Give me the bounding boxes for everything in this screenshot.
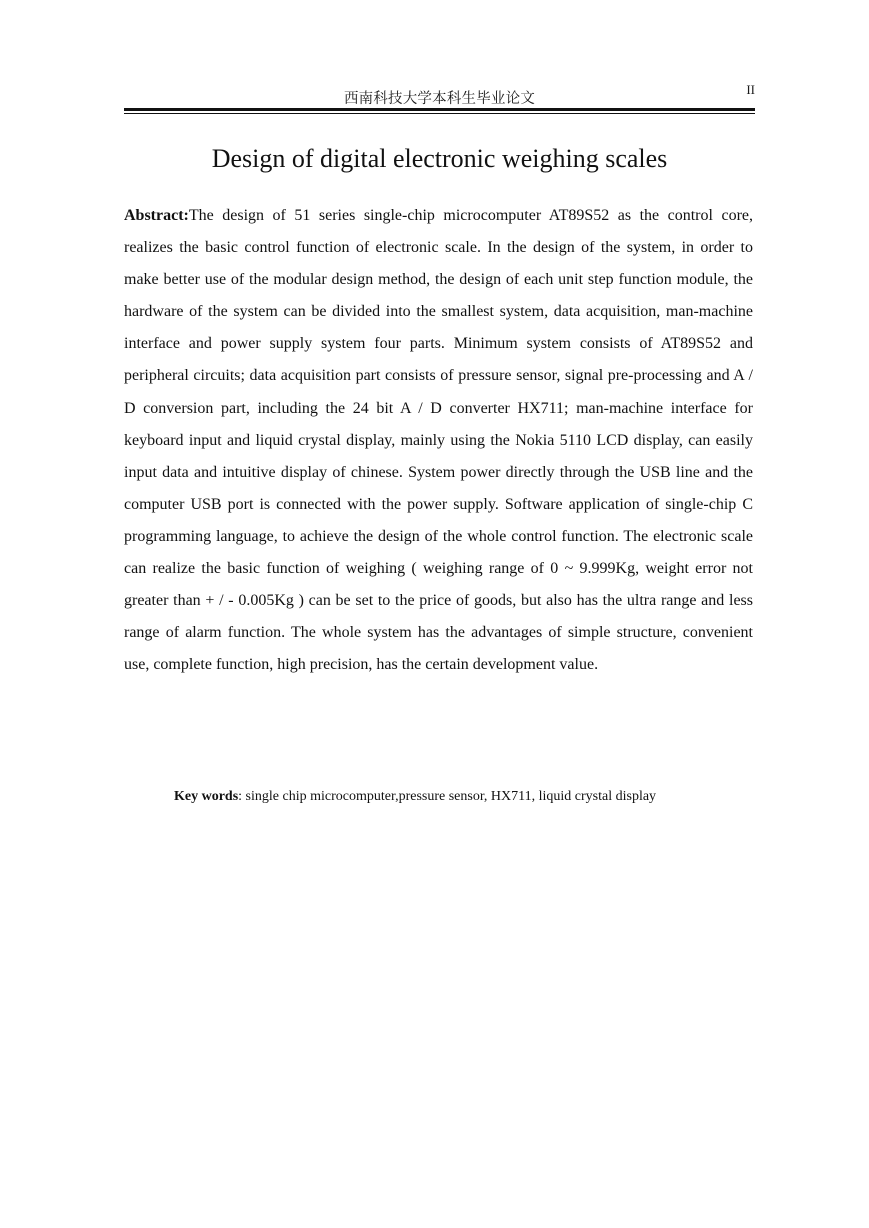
header-title: 西南科技大学本科生毕业论文 [343, 91, 536, 107]
page-number: II [746, 82, 755, 97]
keywords-label: Key words [174, 789, 239, 804]
header-rule-thin [124, 113, 755, 114]
abstract-label: Abstract: [124, 207, 189, 224]
keywords-text: : single chip microcomputer,pressure sensor, HX711, liquid crystal display [238, 789, 657, 804]
abstract-text: The design of 51 series single-chip microcomputer AT89S52 as the control core, realizes the basic control function of electronic scale. In the design of the system, in order to make better use of the modular design method, the design of each unit step function module, the hardware of the system can be divided into the smallest system, data acquisition, man-machine interface and power supply system four parts. Minimum system consists of AT89S52 and peripheral circuits; data acquisition part consists of pressure sensor, signal pre-processing and A / D conversion part, including the 24 bit A / D converter HX711; man-machine interface for keyboard input and liquid crystal display, mainly using the Nokia 5110 LCD display, can easily input data and intuitive display of chinese. System power directly through the USB line and the computer USB port is connected with the power supply. Software application of single-chip C programming language, to achieve the design of the whole control function. The electronic scale can realize the basic function of weighing ( weighing range of 0 ~ 9.999Kg, weight error not greater than + / - 0.005Kg ) can be set to the price of goods, but also has the ultra range and less range of alarm function. The whole system has the advantages of simple structure, convenient use, complete function, high precision, has the certain development value. [124, 207, 753, 674]
header-rule-thick [124, 108, 755, 111]
abstract-paragraph [124, 200, 753, 681]
page-header [124, 82, 755, 116]
document-title: Design of digital electronic weighing scales [211, 144, 668, 173]
keywords-line [174, 787, 774, 807]
